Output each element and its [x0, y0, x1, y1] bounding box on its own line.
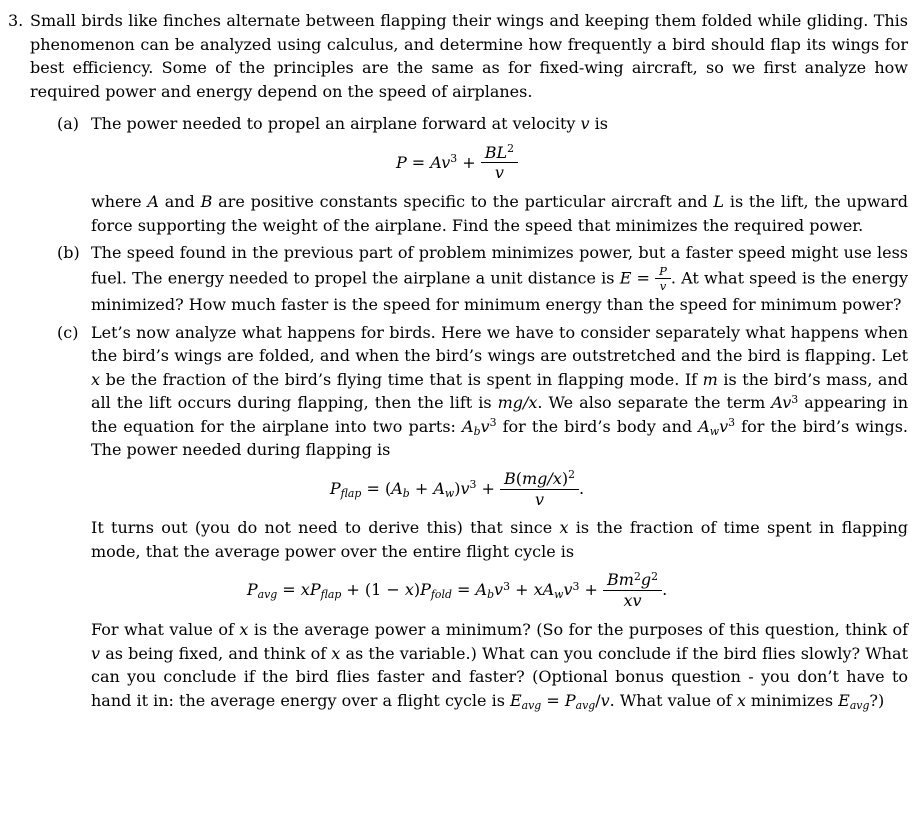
math-segment: 2	[507, 142, 515, 156]
math-segment: minimizes	[745, 690, 839, 710]
math-segment: v	[563, 580, 573, 600]
math-segment: x	[404, 580, 414, 600]
math-segment: avg	[257, 588, 278, 602]
math-segment: The speed found in the previous part of problem minimizes power, but a faster speed might use less fuel. The energy needed to propel the airplane a unit distance is	[91, 243, 908, 288]
math-segment: A	[542, 580, 555, 600]
math-segment: 2	[651, 570, 659, 584]
math-segment: m	[702, 369, 718, 389]
part-a-text-1	[91, 112, 908, 136]
part-c-text-1	[91, 321, 908, 462]
math-segment: 3	[450, 152, 458, 166]
problem-body	[30, 9, 908, 712]
math-segment: as the variable.) What can you conclude if the bird flies slowly? What can you conclude if the bird flies faster and faster? (Optional bonus question - you don’t have to hand it in: the average energy over a flight cycle is	[91, 643, 908, 710]
math-segment: P	[329, 478, 341, 498]
math-segment: Let’s now analyze what happens for birds. Here we have to consider separately what happens when the bird’s wings are folded, and when the bird’s wings are outstretched and the bird is flapping. Let	[91, 322, 908, 366]
math-segment: B	[484, 142, 497, 162]
part-c-text-3	[91, 618, 908, 712]
fraction	[500, 470, 579, 509]
math-segment: b	[473, 424, 481, 438]
math-segment: A	[475, 580, 488, 600]
problem-intro: Small birds like finches alternate between flapping their wings and keeping them folded while gliding. This phenomenon can be analyzed using calculus, and determine how frequently a bird should flap its wings for best efficiency. Some of the principles are the same as for fixed-wing aircraft, so we first analyze how required power and energy depend on the speed of airplanes.	[30, 11, 908, 101]
math-segment: P	[309, 580, 321, 600]
math-segment: E	[509, 690, 522, 710]
math-segment: The power needed to propel an airplane forward at velocity	[91, 114, 581, 133]
math-segment: v	[480, 416, 490, 436]
math-segment: 2	[633, 570, 641, 584]
math-segment: Av	[771, 393, 792, 413]
math-segment: is the lift, the upward force supporting the weight of the airplane. Find the speed that minimizes the required power.	[91, 192, 909, 235]
math-segment: E	[619, 268, 632, 288]
math-segment: A	[433, 478, 445, 498]
math-segment: A	[698, 416, 710, 436]
math-segment: w	[709, 424, 720, 438]
math-segment: v	[580, 114, 590, 133]
math-segment: =	[451, 580, 476, 600]
math-segment: +	[476, 478, 500, 498]
math-segment: is	[589, 114, 608, 133]
math-segment: + (1 −	[341, 580, 405, 600]
part-b-label: (b)	[57, 243, 80, 263]
math-segment: P	[395, 152, 407, 172]
math-segment: avg	[849, 698, 870, 712]
math-segment: )	[561, 468, 569, 488]
equation-average-power	[6, 571, 908, 610]
math-segment: v	[494, 580, 504, 600]
math-segment: flap	[320, 588, 342, 602]
math-segment: 2	[568, 468, 575, 482]
part-c	[57, 321, 908, 713]
math-segment: v	[719, 416, 729, 436]
math-segment: avg	[521, 698, 542, 712]
math-segment: w	[554, 588, 564, 602]
math-segment: b	[487, 588, 495, 602]
math-segment: P	[246, 580, 258, 600]
math-segment: is the fraction of time spent in flapping mode, that the average power over the entire flight cycle is	[91, 518, 908, 561]
math-segment: where	[91, 192, 148, 212]
math-segment: A	[462, 416, 474, 436]
math-segment: 3	[489, 416, 497, 430]
part-b-text-1	[91, 241, 908, 316]
math-segment: = (	[361, 478, 392, 498]
fraction	[603, 571, 662, 610]
math-segment: for the bird’s wings. The power needed during flapping is	[91, 416, 909, 460]
math-segment: It turns out (you do not need to derive this) that since	[91, 518, 560, 538]
math-segment: as being fixed, and think of	[100, 643, 332, 663]
problem-number: 3.	[8, 11, 24, 30]
math-segment: +	[457, 152, 481, 172]
math-segment: P	[564, 690, 576, 710]
math-segment: be the fraction of the bird’s flying time that is spent in flapping mode. If	[100, 369, 703, 389]
math-segment: P	[420, 580, 431, 600]
math-segment: )	[454, 478, 461, 498]
math-segment: 3	[572, 580, 580, 594]
math-segment: v	[534, 489, 545, 509]
part-c-label: (c)	[57, 322, 79, 342]
math-segment: is the average power a minimum? (So for the purposes of this question, think of	[248, 620, 909, 640]
part-b	[57, 241, 908, 316]
math-segment: flap	[340, 486, 362, 500]
part-a-label: (a)	[57, 114, 80, 133]
math-segment: x	[300, 580, 310, 600]
math-segment: L	[713, 192, 725, 212]
math-segment: . What value of	[609, 690, 737, 710]
part-b-body	[91, 241, 908, 316]
math-segment: (	[515, 468, 522, 488]
math-segment: are positive constants specific to the particular aircraft and	[212, 192, 714, 212]
math-segment: . We also separate the term	[537, 393, 772, 413]
math-segment: w	[444, 486, 455, 500]
fraction	[481, 144, 518, 183]
math-segment: +	[579, 580, 604, 600]
math-segment: mg/x	[497, 393, 538, 413]
math-segment: m	[618, 570, 634, 590]
math-segment: B	[607, 570, 619, 590]
math-segment: =	[277, 580, 301, 600]
math-segment: A	[430, 152, 442, 172]
fraction	[655, 265, 671, 293]
math-segment: v	[659, 279, 667, 294]
equation-flapping-power	[6, 470, 908, 509]
math-segment: b	[402, 486, 410, 500]
math-segment: fold	[430, 588, 452, 602]
math-segment: /	[595, 690, 601, 710]
math-segment: x	[533, 580, 543, 600]
math-segment: .	[662, 580, 668, 600]
part-a-text-2	[91, 190, 908, 237]
math-segment: x	[736, 690, 746, 710]
part-a-body	[91, 112, 908, 237]
math-segment: )	[413, 580, 421, 600]
math-segment: . At what speed is the energy minimized? How much faster is the speed for minimum energy than the speed for minimum power?	[91, 268, 909, 315]
math-segment: mg/x	[522, 468, 562, 488]
math-segment: 3	[469, 478, 477, 492]
math-segment: =	[631, 268, 656, 288]
math-segment: x	[239, 620, 249, 640]
math-segment: x	[91, 369, 101, 389]
math-segment: is the bird’s mass, and all the lift occurs during flapping, then the lift is	[91, 369, 908, 413]
part-a	[57, 112, 908, 237]
math-segment: x	[331, 643, 341, 663]
math-segment: and	[158, 192, 201, 212]
math-segment: .	[579, 478, 585, 498]
math-segment: ?)	[869, 690, 885, 710]
math-segment: +	[510, 580, 534, 600]
problem-3	[8, 9, 908, 712]
math-segment: B	[200, 192, 213, 212]
math-segment: v	[632, 591, 642, 611]
math-segment: =	[541, 690, 565, 710]
math-segment: For what value of	[91, 620, 240, 640]
math-segment: B	[503, 468, 516, 488]
math-segment: g	[640, 570, 652, 590]
math-segment: A	[391, 478, 403, 498]
math-segment: for the bird’s body and	[496, 416, 699, 436]
math-segment: 3	[728, 416, 736, 430]
math-segment: v	[91, 643, 101, 663]
math-segment: v	[441, 152, 451, 172]
math-segment: 3	[791, 392, 799, 406]
math-segment: x	[559, 518, 569, 538]
math-segment: x	[623, 591, 633, 611]
math-segment: =	[406, 152, 431, 172]
math-segment: v	[494, 163, 504, 183]
math-segment: appearing in the equation for the airplane into two parts:	[91, 393, 909, 436]
part-c-text-2	[91, 516, 908, 563]
math-segment: L	[496, 142, 508, 162]
math-segment: A	[147, 192, 159, 212]
math-segment: +	[409, 478, 434, 498]
math-segment: 3	[503, 580, 510, 594]
math-segment: E	[838, 690, 850, 710]
equation-airplane-power	[6, 144, 908, 183]
math-segment: avg	[575, 698, 596, 712]
math-segment: v	[460, 478, 470, 498]
part-c-body	[91, 321, 908, 713]
math-segment: v	[600, 690, 610, 710]
math-segment: P	[659, 263, 667, 278]
